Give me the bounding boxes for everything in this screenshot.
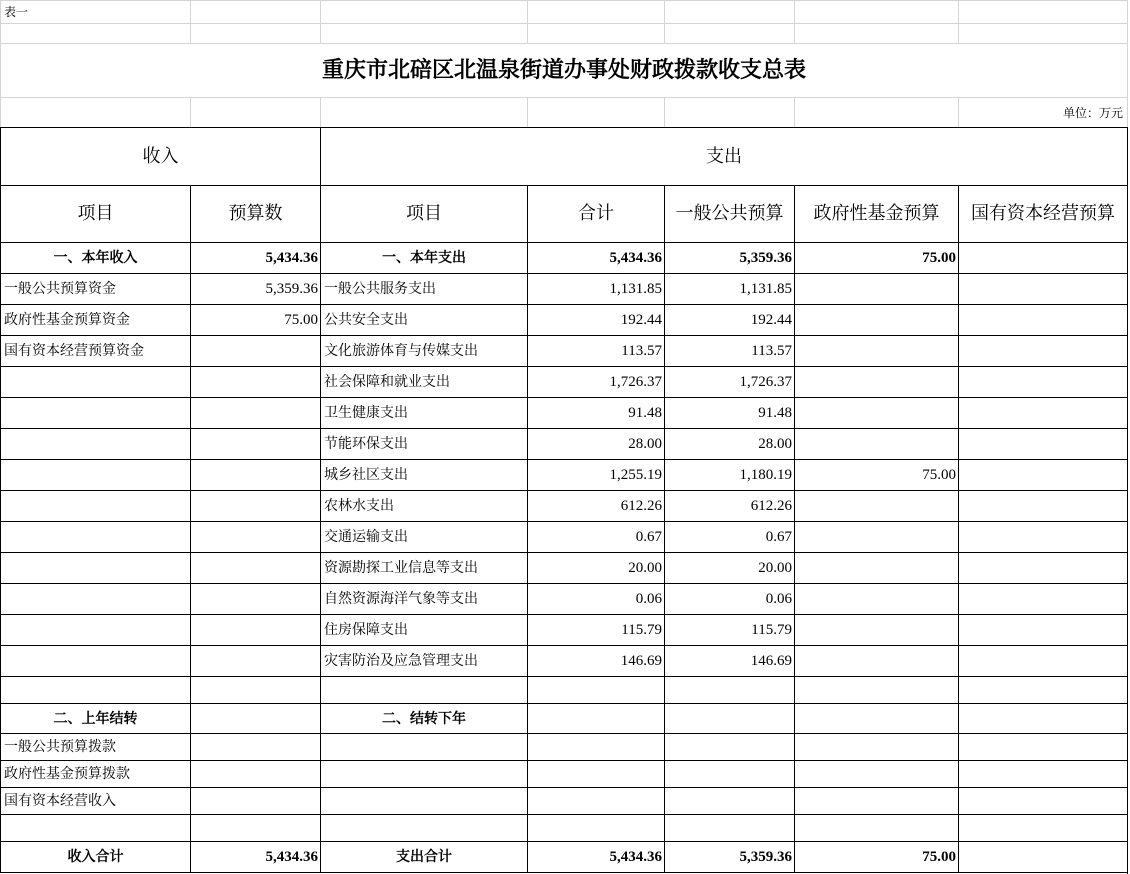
empty-cell bbox=[958, 23, 1127, 43]
general-budget-value bbox=[664, 676, 794, 703]
state-capital-value bbox=[958, 760, 1127, 787]
state-capital-value bbox=[958, 459, 1127, 490]
income-item bbox=[0, 614, 190, 645]
expense-item: 节能环保支出 bbox=[320, 428, 527, 459]
general-budget-value bbox=[664, 814, 794, 841]
expense-item: 城乡社区支出 bbox=[320, 459, 527, 490]
total-value: 113.57 bbox=[527, 335, 664, 366]
gov-fund-value bbox=[794, 273, 958, 304]
gov-fund-value bbox=[794, 428, 958, 459]
col-header-state-capital-budget: 国有资本经营预算 bbox=[958, 185, 1127, 242]
general-budget-value: 113.57 bbox=[664, 335, 794, 366]
general-budget-value: 115.79 bbox=[664, 614, 794, 645]
expense-header: 支出 bbox=[320, 127, 1127, 185]
gov-fund-value bbox=[794, 583, 958, 614]
gov-fund-value bbox=[794, 397, 958, 428]
income-item bbox=[0, 459, 190, 490]
state-capital-value bbox=[958, 490, 1127, 521]
expense-item bbox=[320, 733, 527, 760]
total-value: 5,434.36 bbox=[527, 841, 664, 872]
income-item bbox=[0, 428, 190, 459]
empty-cell bbox=[527, 23, 664, 43]
total-value: 1,131.85 bbox=[527, 273, 664, 304]
general-budget-value: 5,359.36 bbox=[664, 841, 794, 872]
empty-cell bbox=[190, 23, 320, 43]
expense-item: 支出合计 bbox=[320, 841, 527, 872]
expense-item bbox=[320, 760, 527, 787]
expense-item: 公共安全支出 bbox=[320, 304, 527, 335]
total-value: 612.26 bbox=[527, 490, 664, 521]
income-value: 5,434.36 bbox=[190, 841, 320, 872]
empty-cell bbox=[664, 97, 794, 127]
empty-cell bbox=[527, 97, 664, 127]
empty-cell bbox=[320, 0, 527, 23]
empty-cell bbox=[190, 97, 320, 127]
gov-fund-value bbox=[794, 645, 958, 676]
sheet-label: 表一 bbox=[0, 0, 190, 23]
total-value: 1,255.19 bbox=[527, 459, 664, 490]
income-item: 一般公共预算资金 bbox=[0, 273, 190, 304]
income-value bbox=[190, 490, 320, 521]
total-value: 20.00 bbox=[527, 552, 664, 583]
total-value bbox=[527, 787, 664, 814]
gov-fund-value: 75.00 bbox=[794, 841, 958, 872]
income-item bbox=[0, 676, 190, 703]
income-value bbox=[190, 335, 320, 366]
gov-fund-value bbox=[794, 787, 958, 814]
state-capital-value bbox=[958, 841, 1127, 872]
income-value bbox=[190, 814, 320, 841]
total-value: 5,434.36 bbox=[527, 242, 664, 273]
gov-fund-value bbox=[794, 760, 958, 787]
total-value: 146.69 bbox=[527, 645, 664, 676]
gov-fund-value bbox=[794, 733, 958, 760]
state-capital-value bbox=[958, 397, 1127, 428]
general-budget-value: 146.69 bbox=[664, 645, 794, 676]
empty-cell bbox=[320, 97, 527, 127]
empty-cell bbox=[794, 23, 958, 43]
state-capital-value bbox=[958, 733, 1127, 760]
income-value bbox=[190, 366, 320, 397]
income-value bbox=[190, 583, 320, 614]
gridline-right bbox=[1127, 0, 1128, 127]
table-border-right bbox=[1127, 127, 1128, 874]
income-value bbox=[190, 397, 320, 428]
expense-item: 一般公共服务支出 bbox=[320, 273, 527, 304]
empty-cell bbox=[664, 23, 794, 43]
state-capital-value bbox=[958, 242, 1127, 273]
total-value bbox=[527, 703, 664, 733]
income-value bbox=[190, 645, 320, 676]
income-value: 5,359.36 bbox=[190, 273, 320, 304]
income-value bbox=[190, 760, 320, 787]
state-capital-value bbox=[958, 787, 1127, 814]
total-value bbox=[527, 733, 664, 760]
expense-item: 农林水支出 bbox=[320, 490, 527, 521]
gov-fund-value bbox=[794, 490, 958, 521]
income-item bbox=[0, 490, 190, 521]
general-budget-value: 20.00 bbox=[664, 552, 794, 583]
income-value bbox=[190, 733, 320, 760]
general-budget-value: 1,131.85 bbox=[664, 273, 794, 304]
gov-fund-value bbox=[794, 703, 958, 733]
income-value bbox=[190, 552, 320, 583]
total-value bbox=[527, 676, 664, 703]
col-header-general-budget: 一般公共预算 bbox=[664, 185, 794, 242]
empty-cell bbox=[664, 0, 794, 23]
income-item: 收入合计 bbox=[0, 841, 190, 872]
empty-cell bbox=[190, 0, 320, 23]
income-item: 一、本年收入 bbox=[0, 242, 190, 273]
total-value: 91.48 bbox=[527, 397, 664, 428]
total-value: 0.67 bbox=[527, 521, 664, 552]
general-budget-value: 1,726.37 bbox=[664, 366, 794, 397]
general-budget-value bbox=[664, 787, 794, 814]
state-capital-value bbox=[958, 428, 1127, 459]
gov-fund-value bbox=[794, 814, 958, 841]
total-value: 28.00 bbox=[527, 428, 664, 459]
expense-item: 文化旅游体育与传媒支出 bbox=[320, 335, 527, 366]
income-item bbox=[0, 397, 190, 428]
state-capital-value bbox=[958, 552, 1127, 583]
expense-item: 交通运输支出 bbox=[320, 521, 527, 552]
gov-fund-value: 75.00 bbox=[794, 242, 958, 273]
state-capital-value bbox=[958, 583, 1127, 614]
total-value bbox=[527, 760, 664, 787]
income-item bbox=[0, 552, 190, 583]
income-value bbox=[190, 703, 320, 733]
income-item bbox=[0, 814, 190, 841]
total-value bbox=[527, 814, 664, 841]
income-item bbox=[0, 521, 190, 552]
expense-item: 自然资源海洋气象等支出 bbox=[320, 583, 527, 614]
income-item bbox=[0, 583, 190, 614]
total-value: 192.44 bbox=[527, 304, 664, 335]
table-border-bottom bbox=[0, 872, 1128, 873]
general-budget-value: 0.67 bbox=[664, 521, 794, 552]
income-value bbox=[190, 521, 320, 552]
col-header-income-budget: 预算数 bbox=[190, 185, 320, 242]
income-item: 一般公共预算拨款 bbox=[0, 733, 190, 760]
gov-fund-value bbox=[794, 304, 958, 335]
total-value: 115.79 bbox=[527, 614, 664, 645]
empty-cell bbox=[0, 23, 190, 43]
income-item: 国有资本经营预算资金 bbox=[0, 335, 190, 366]
income-item: 二、上年结转 bbox=[0, 703, 190, 733]
state-capital-value bbox=[958, 304, 1127, 335]
income-value bbox=[190, 787, 320, 814]
income-item: 政府性基金预算拨款 bbox=[0, 760, 190, 787]
expense-item: 卫生健康支出 bbox=[320, 397, 527, 428]
income-value bbox=[190, 676, 320, 703]
income-header: 收入 bbox=[0, 127, 320, 185]
expense-item bbox=[320, 676, 527, 703]
empty-cell bbox=[794, 0, 958, 23]
col-header-gov-fund-budget: 政府性基金预算 bbox=[794, 185, 958, 242]
general-budget-value: 5,359.36 bbox=[664, 242, 794, 273]
state-capital-value bbox=[958, 814, 1127, 841]
income-value bbox=[190, 459, 320, 490]
general-budget-value: 1,180.19 bbox=[664, 459, 794, 490]
empty-cell bbox=[320, 23, 527, 43]
general-budget-value: 0.06 bbox=[664, 583, 794, 614]
gov-fund-value bbox=[794, 552, 958, 583]
gov-fund-value bbox=[794, 366, 958, 397]
expense-item: 灾害防治及应急管理支出 bbox=[320, 645, 527, 676]
general-budget-value bbox=[664, 703, 794, 733]
general-budget-value: 192.44 bbox=[664, 304, 794, 335]
state-capital-value bbox=[958, 366, 1127, 397]
income-value: 75.00 bbox=[190, 304, 320, 335]
income-item bbox=[0, 366, 190, 397]
state-capital-value bbox=[958, 703, 1127, 733]
expense-item: 资源勘探工业信息等支出 bbox=[320, 552, 527, 583]
state-capital-value bbox=[958, 676, 1127, 703]
empty-cell bbox=[527, 0, 664, 23]
expense-item: 二、结转下年 bbox=[320, 703, 527, 733]
income-item: 政府性基金预算资金 bbox=[0, 304, 190, 335]
gov-fund-value bbox=[794, 521, 958, 552]
income-value: 5,434.36 bbox=[190, 242, 320, 273]
expense-item: 住房保障支出 bbox=[320, 614, 527, 645]
state-capital-value bbox=[958, 645, 1127, 676]
income-item bbox=[0, 645, 190, 676]
expense-item bbox=[320, 814, 527, 841]
income-value bbox=[190, 614, 320, 645]
general-budget-value: 28.00 bbox=[664, 428, 794, 459]
general-budget-value: 91.48 bbox=[664, 397, 794, 428]
income-item: 国有资本经营收入 bbox=[0, 787, 190, 814]
col-header-expense-item: 项目 bbox=[320, 185, 527, 242]
general-budget-value bbox=[664, 760, 794, 787]
total-value: 1,726.37 bbox=[527, 366, 664, 397]
page-title: 重庆市北碚区北温泉街道办事处财政拨款收支总表 bbox=[0, 43, 1127, 97]
general-budget-value: 612.26 bbox=[664, 490, 794, 521]
expense-item: 社会保障和就业支出 bbox=[320, 366, 527, 397]
total-value: 0.06 bbox=[527, 583, 664, 614]
state-capital-value bbox=[958, 614, 1127, 645]
state-capital-value bbox=[958, 521, 1127, 552]
state-capital-value bbox=[958, 273, 1127, 304]
empty-cell bbox=[0, 97, 190, 127]
unit-label: 单位：万元 bbox=[958, 97, 1127, 127]
gov-fund-value bbox=[794, 335, 958, 366]
empty-cell bbox=[794, 97, 958, 127]
col-header-total: 合计 bbox=[527, 185, 664, 242]
income-value bbox=[190, 428, 320, 459]
state-capital-value bbox=[958, 335, 1127, 366]
expense-item: 一、本年支出 bbox=[320, 242, 527, 273]
col-header-income-item: 项目 bbox=[0, 185, 190, 242]
gov-fund-value: 75.00 bbox=[794, 459, 958, 490]
gov-fund-value bbox=[794, 676, 958, 703]
general-budget-value bbox=[664, 733, 794, 760]
empty-cell bbox=[958, 0, 1127, 23]
expense-item bbox=[320, 787, 527, 814]
gov-fund-value bbox=[794, 614, 958, 645]
